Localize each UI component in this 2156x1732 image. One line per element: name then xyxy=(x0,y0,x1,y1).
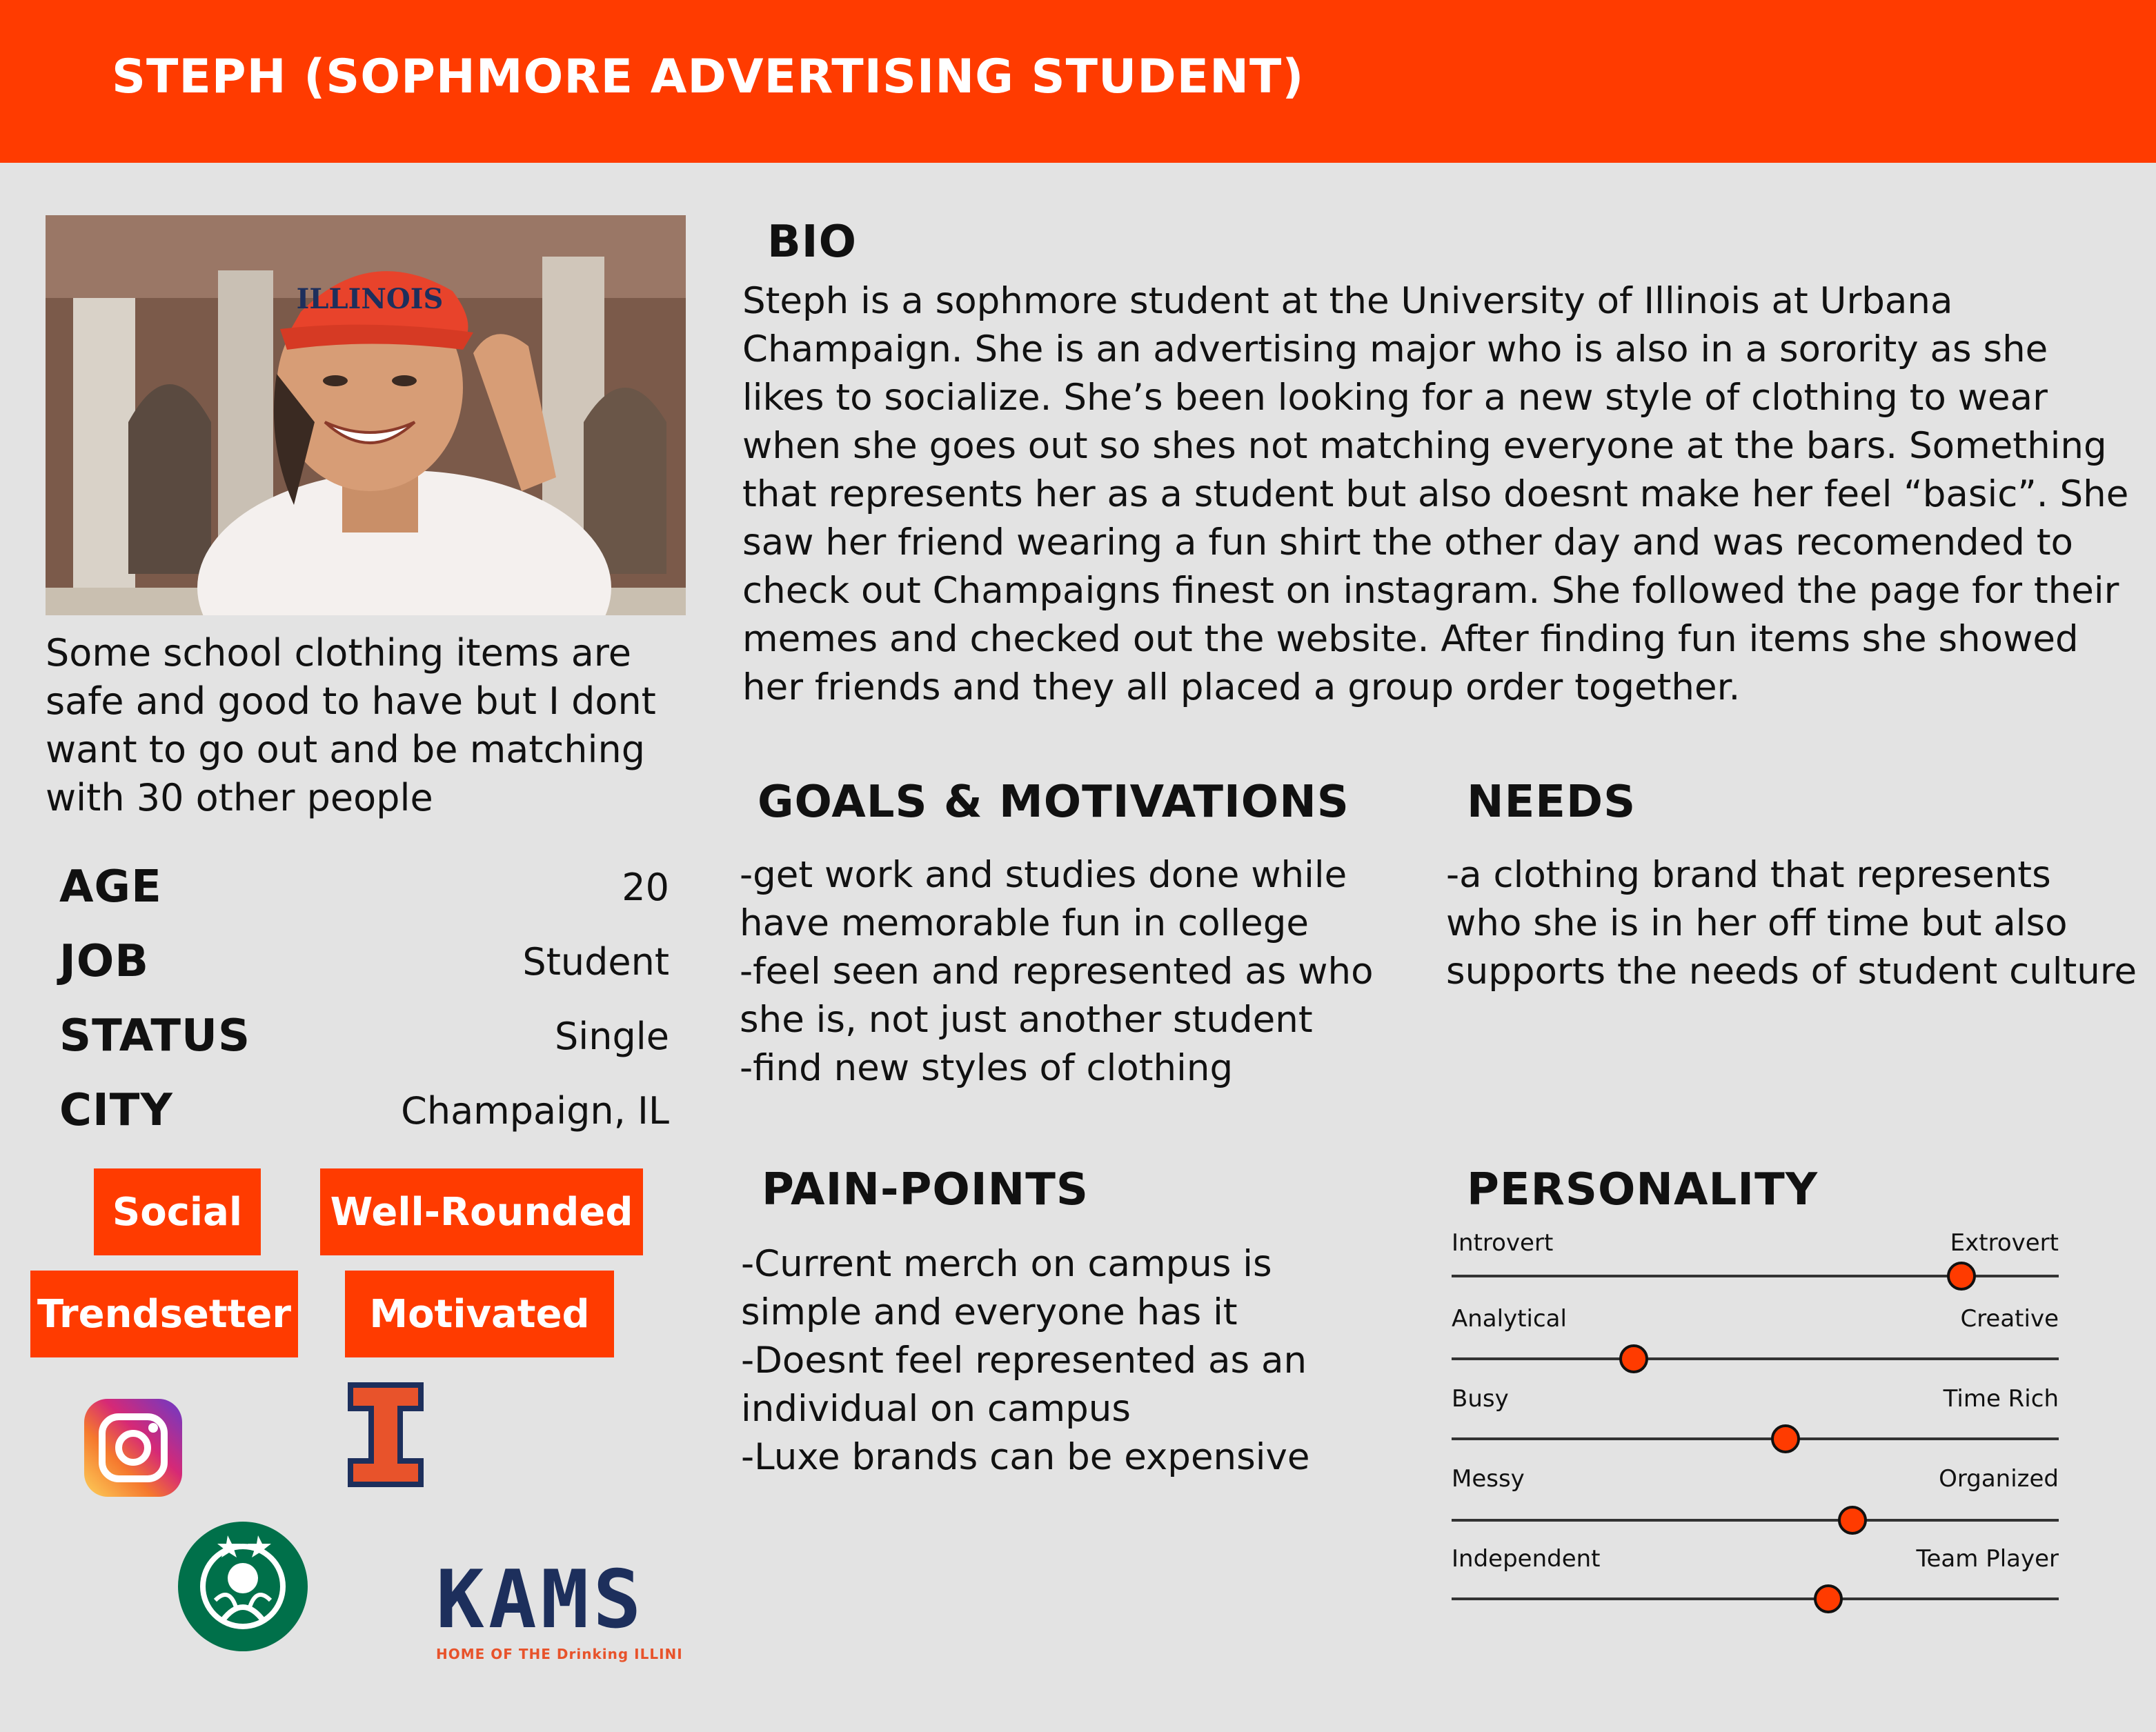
kams-logo xyxy=(436,1553,683,1662)
pain-points-text xyxy=(741,1240,1403,1482)
kams-name: KAMS xyxy=(436,1553,646,1646)
needs-line: supports the needs of student culture xyxy=(1446,950,2137,993)
needs-line: who she is in her off time but also xyxy=(1446,902,2068,944)
goals-text xyxy=(740,851,1402,1093)
personality-slider xyxy=(1452,1385,2059,1447)
slider-knob xyxy=(1771,1424,1800,1453)
personality-slider xyxy=(1452,1305,2059,1367)
slider-knob xyxy=(1838,1506,1867,1535)
personality-slider xyxy=(1452,1465,2059,1527)
fact-value: 20 xyxy=(622,865,669,909)
personality-title: PERSONALITY xyxy=(1467,1164,1819,1215)
fact-label: AGE xyxy=(59,862,162,913)
page-title: STEPH (SOPHMORE ADVERTISING STUDENT) xyxy=(112,50,1305,104)
tag-social: Social xyxy=(94,1168,261,1255)
svg-text:ILLINOIS: ILLINOIS xyxy=(296,283,444,315)
bio-title: BIO xyxy=(767,217,857,268)
persona-facts xyxy=(59,850,669,1148)
fact-row-city xyxy=(59,1073,669,1148)
pain-points-title: PAIN-POINTS xyxy=(762,1164,1089,1215)
pain-point-line: -Luxe brands can be expensive xyxy=(741,1436,1310,1478)
persona-photo xyxy=(46,215,686,615)
slider-right-label: Creative xyxy=(1960,1305,2059,1333)
bio-line: her friends and they all placed a group order together. xyxy=(742,666,1741,708)
goals-line: -find new styles of clothing xyxy=(740,1047,1234,1089)
needs-line: -a clothing brand that represents xyxy=(1446,854,2051,896)
slider-left-label: Messy xyxy=(1452,1465,1525,1493)
needs-text xyxy=(1446,851,2143,996)
personality-slider xyxy=(1452,1545,2059,1607)
slider-left-label: Analytical xyxy=(1452,1305,1567,1333)
slider-right-label: Extrovert xyxy=(1950,1229,2059,1257)
tag-trendsetter: Trendsetter xyxy=(30,1271,298,1357)
slider-track xyxy=(1452,1519,2059,1522)
bio-text xyxy=(742,277,2136,712)
personality-slider xyxy=(1452,1229,2059,1291)
slider-track xyxy=(1452,1275,2059,1277)
tag-well-rounded: Well-Rounded xyxy=(320,1168,643,1255)
persona-quote: Some school clothing items are safe and good to have but I dont want to go out and be matching with 30 other people xyxy=(46,631,656,819)
needs-title: NEEDS xyxy=(1467,777,1636,828)
fact-value: Student xyxy=(522,939,669,984)
bio-line: check out Champaigns finest on instagram. She followed the page for their xyxy=(742,570,2119,612)
slider-knob xyxy=(1947,1262,1976,1291)
slider-track xyxy=(1452,1357,2059,1360)
fact-label: STATUS xyxy=(59,1011,251,1062)
fact-value: Champaign, IL xyxy=(401,1088,669,1133)
illinois-block-i-icon xyxy=(345,1380,426,1490)
slider-right-label: Team Player xyxy=(1916,1545,2059,1573)
slider-left-label: Busy xyxy=(1452,1385,1509,1413)
fact-row-status xyxy=(59,999,669,1073)
slider-track xyxy=(1452,1437,2059,1440)
bio-line: memes and checked out the website. After finding fun items she showed xyxy=(742,618,2079,660)
bio-line: Steph is a sophmore student at the University of Illinois at Urbana xyxy=(742,280,1953,322)
fact-row-job xyxy=(59,924,669,999)
goals-line: -feel seen and represented as who xyxy=(740,950,1374,993)
goals-line: she is, not just another student xyxy=(740,999,1313,1041)
pain-point-line: individual on campus xyxy=(741,1388,1131,1430)
fact-label: CITY xyxy=(59,1085,173,1136)
bio-line: likes to socialize. She’s been looking for a new style of clothing to wear xyxy=(742,377,2048,419)
slider-left-label: Independent xyxy=(1452,1545,1601,1573)
slider-right-label: Organized xyxy=(1939,1465,2059,1493)
starbucks-icon xyxy=(174,1517,312,1655)
pain-point-line: simple and everyone has it xyxy=(741,1291,1238,1333)
bio-line: that represents her as a student but also doesnt make her feel “basic”. She xyxy=(742,473,2129,515)
pain-point-line: -Current merch on campus is xyxy=(741,1243,1272,1285)
tag-motivated: Motivated xyxy=(345,1271,614,1357)
slider-track xyxy=(1452,1597,2059,1600)
goals-title: GOALS & MOTIVATIONS xyxy=(758,777,1349,828)
pain-point-line: -Doesnt feel represented as an xyxy=(741,1340,1307,1382)
bio-line: when she goes out so shes not matching everyone at the bars. Something xyxy=(742,425,2107,467)
bio-line: Champaign. She is an advertising major who is also in a sorority as she xyxy=(742,328,2048,370)
goals-line: have memorable fun in college xyxy=(740,902,1309,944)
persona-photo-illustration xyxy=(46,215,686,615)
fact-value: Single xyxy=(554,1014,669,1058)
fact-row-age xyxy=(59,850,669,924)
goals-line: -get work and studies done while xyxy=(740,854,1347,896)
bio-line: saw her friend wearing a fun shirt the other day and was recomended to xyxy=(742,521,2073,564)
slider-left-label: Introvert xyxy=(1452,1229,1554,1257)
slider-knob xyxy=(1619,1344,1648,1373)
instagram-icon xyxy=(81,1396,185,1500)
kams-tagline: HOME OF THE Drinking ILLINI xyxy=(436,1646,683,1662)
slider-knob xyxy=(1814,1584,1843,1613)
slider-right-label: Time Rich xyxy=(1943,1385,2059,1413)
fact-label: JOB xyxy=(59,936,149,987)
